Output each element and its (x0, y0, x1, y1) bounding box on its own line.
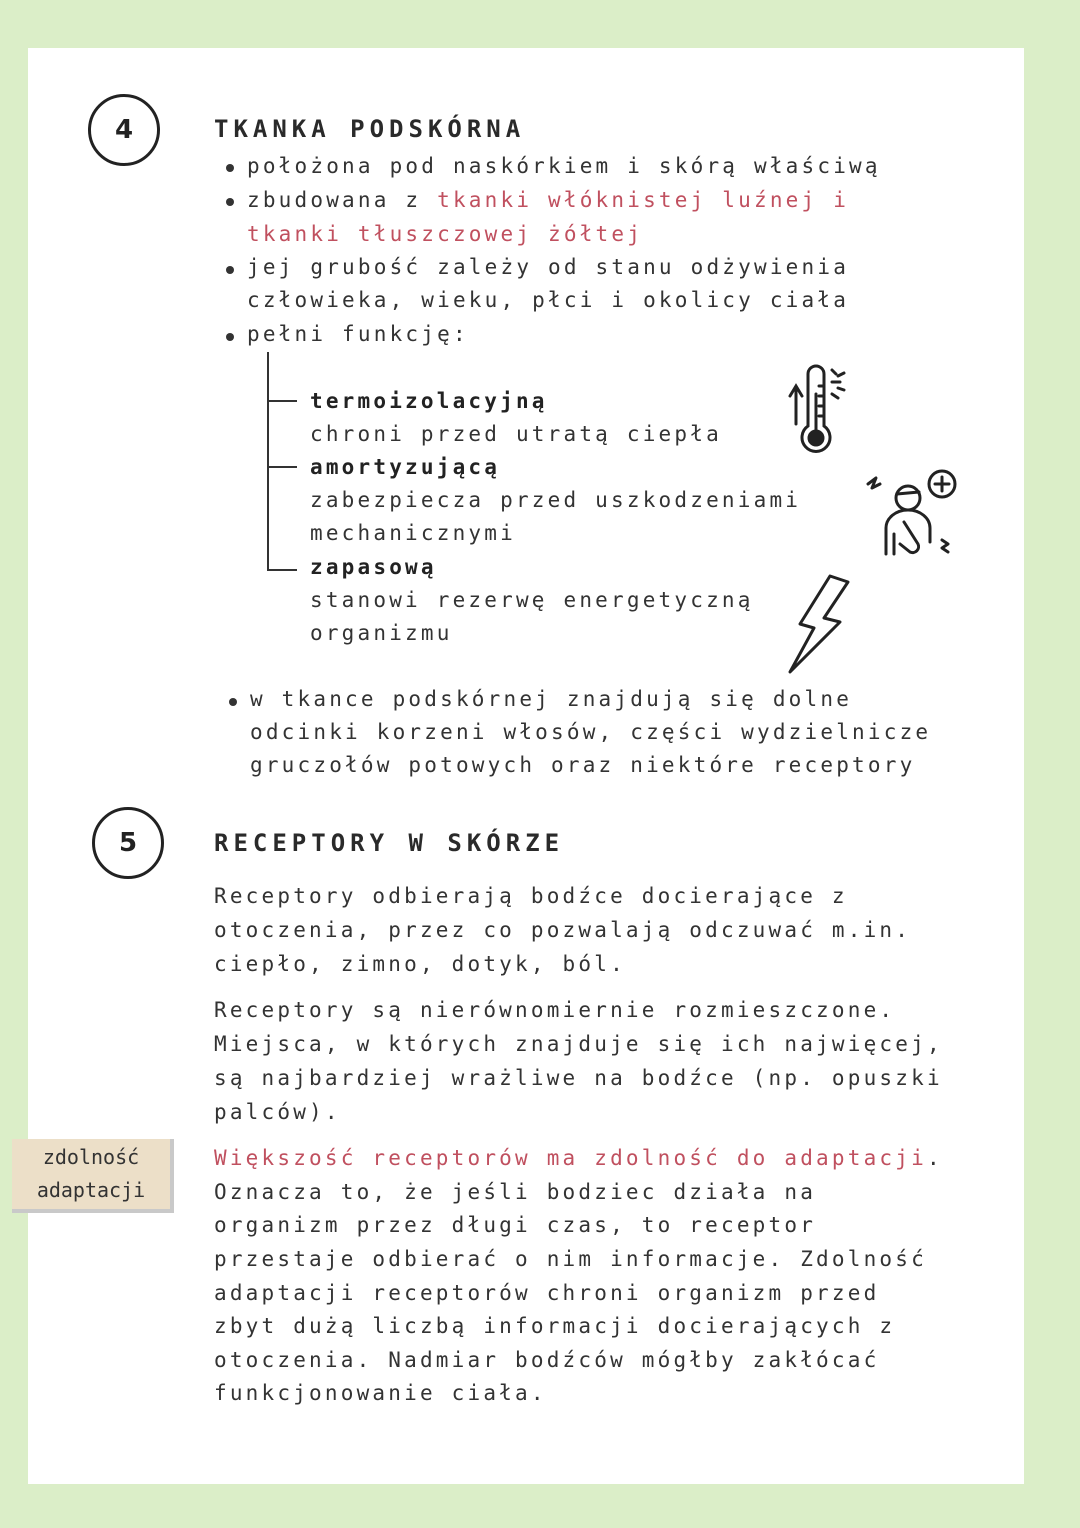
injured-person-icon (864, 462, 960, 562)
section-title-tissue: TKANKA PODSKÓRNA (214, 115, 526, 143)
bullet-dot (226, 164, 234, 172)
bullet-contents-2: odcinki korzeni włosów, części wydzielnicze (250, 720, 932, 744)
highlight-fat-tissue: tkanki tłuszczowej żółtej (247, 222, 644, 246)
function-shock-desc-1: zabezpiecza przed uszkodzeniami (310, 488, 802, 512)
paragraph-3-line: przestaje odbierać o nim informacje. Zdolność (214, 1247, 927, 1271)
lightning-icon (786, 572, 854, 676)
bullet-dot (226, 266, 234, 274)
bullet-thickness-1: jej grubość zależy od stanu odżywienia (247, 255, 850, 279)
tree-branch (267, 466, 297, 468)
function-storage-name: zapasową (310, 555, 437, 579)
paragraph-3-line: zbyt dużą liczbą informacji docierających z (214, 1314, 896, 1338)
bullet-dot (226, 198, 234, 206)
margin-note-line-2: adaptacji (36, 1178, 146, 1202)
function-thermo-name: termoizolacyjną (310, 389, 548, 413)
section-number-5: 5 (92, 807, 164, 879)
paragraph-1-line: Receptory odbierają bodźce docierające z (214, 884, 848, 908)
paragraph-3-highlight: Większość receptorów ma zdolność do adaptacji. (214, 1146, 943, 1170)
margin-note-line-1: zdolność (42, 1145, 140, 1169)
function-thermo-desc: chroni przed utratą ciepła (310, 422, 722, 446)
bullet-composition: zbudowana z tkanki włóknistej luźnej i (247, 188, 850, 212)
tree-branch (267, 569, 297, 571)
section-number-4: 4 (88, 94, 160, 166)
bullet-dot (229, 698, 237, 706)
bullet-thickness-2: człowieka, wieku, płci i okolicy ciała (247, 288, 850, 312)
paragraph-3-line: Oznacza to, że jeśli bodziec działa na (214, 1180, 817, 1204)
bullet-contents-3: gruczołów potowych oraz niektóre receptory (250, 753, 916, 777)
bullet-location: położona pod naskórkiem i skórą właściwą (247, 154, 881, 178)
function-shock-desc-2: mechanicznymi (310, 521, 516, 545)
paragraph-3-line: funkcjonowanie ciała. (214, 1381, 547, 1405)
paragraph-1-line: otoczenia, przez co pozwalają odczuwać m.in. (214, 918, 912, 942)
paragraph-2-line: Miejsca, w których znajduje się ich najwięcej, (214, 1032, 943, 1056)
function-storage-desc-1: stanowi rezerwę energetyczną (310, 588, 754, 612)
bullet-contents-1: w tkance podskórnej znajdują się dolne (250, 687, 853, 711)
function-shock-name: amortyzującą (310, 455, 501, 479)
bullet-dot (226, 333, 234, 341)
bullet-functions: pełni funkcję: (247, 322, 469, 346)
paragraph-3-line: organizm przez długi czas, to receptor (214, 1213, 817, 1237)
function-storage-desc-2: organizmu (310, 621, 453, 645)
tree-branch (267, 400, 297, 402)
tree-line (267, 352, 269, 570)
highlight-fibrous-tissue: tkanki włóknistej luźnej i (437, 188, 850, 212)
paragraph-3-line: otoczenia. Nadmiar bodźców mógłby zakłócać (214, 1348, 880, 1372)
section-title-receptors: RECEPTORY W SKÓRZE (214, 829, 565, 857)
paragraph-2-line: palców). (214, 1100, 341, 1124)
paragraph-2-line: Receptory są nierównomiernie rozmieszczone. (214, 998, 896, 1022)
thermometer-icon (786, 364, 850, 464)
highlight-adaptation: Większość receptorów ma zdolność do adaptacji (214, 1146, 927, 1170)
paragraph-2-line: są najbardziej wrażliwe na bodźce (np. opuszki (214, 1066, 943, 1090)
paragraph-3-line: adaptacji receptorów chroni organizm przed (214, 1281, 880, 1305)
paragraph-1-line: ciepło, zimno, dotyk, ból. (214, 952, 626, 976)
margin-note-adaptation (12, 1139, 174, 1213)
